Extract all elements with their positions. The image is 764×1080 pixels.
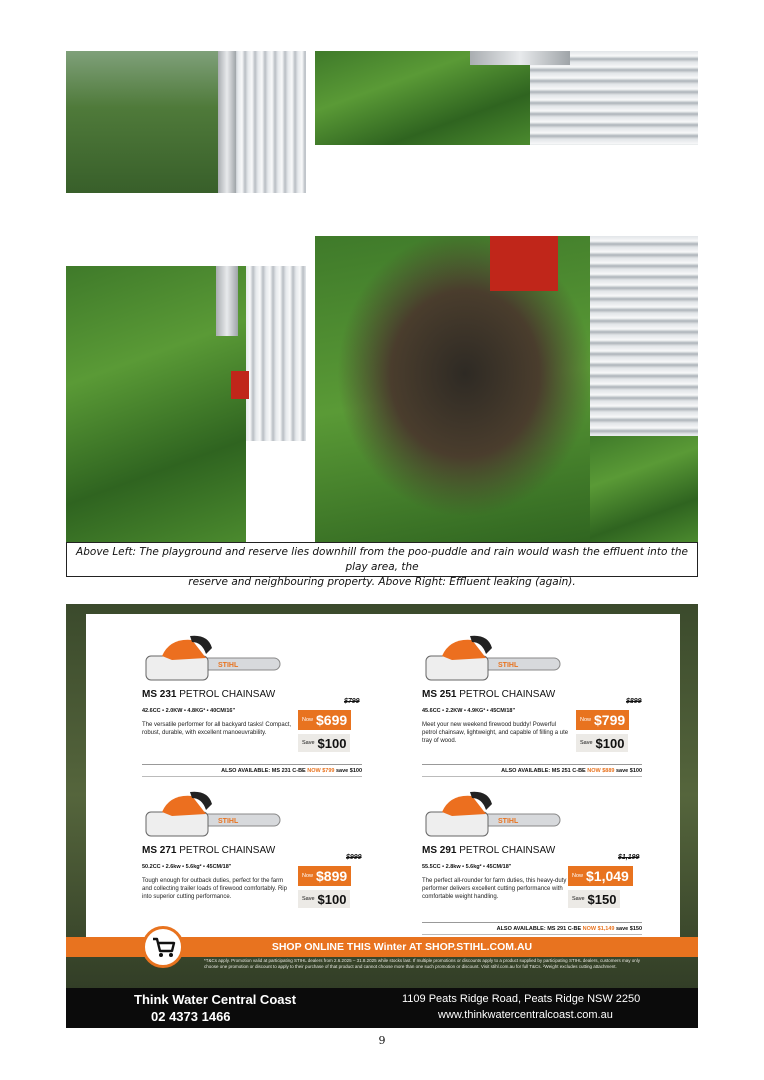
- saw-brand-text: STIHL: [218, 818, 239, 825]
- now-label: Now: [580, 717, 592, 723]
- product-title: [142, 689, 275, 700]
- photo-red-container: [490, 236, 558, 291]
- now-price-box: [298, 866, 351, 886]
- product-title: [422, 845, 555, 856]
- now-price-box: [568, 866, 633, 886]
- also-label: ALSO AVAILABLE: MS 231 C-BE: [221, 768, 306, 774]
- photo-grass-top-right: [315, 51, 530, 145]
- saw-brand-text: STIHL: [498, 662, 519, 669]
- photo-downpipe-left: [216, 266, 238, 336]
- product-description: Meet your new weekend firewood buddy! Powerful petrol chainsaw, lightweight, and capable of filling a ute tray of wood.: [422, 722, 569, 744]
- save-box: [576, 734, 628, 752]
- shop-online-banner: SHOP ONLINE THIS Winter AT SHOP.STIHL.COM.AU: [66, 937, 698, 957]
- chainsaw-image: [422, 790, 562, 842]
- product-kind: PETROL CHAINSAW: [459, 845, 556, 856]
- product-ms251: [422, 634, 698, 794]
- chainsaw-image: [142, 634, 282, 686]
- save-label: Save: [302, 896, 315, 902]
- photo-caption: [66, 542, 698, 588]
- saw-brand-text: STIHL: [498, 818, 519, 825]
- product-description: The perfect all-rounder for farm duties, this heavy-duty performer delivers excellent cutting performance with comfortable weight handling.: [422, 878, 567, 900]
- photo-wall-louvres: [530, 51, 698, 145]
- also-label: ALSO AVAILABLE: MS 291 C-BE: [496, 926, 582, 932]
- save-amount: $100: [595, 735, 625, 751]
- was-price: $899: [626, 698, 642, 705]
- product-kind: PETROL CHAINSAW: [459, 689, 556, 700]
- terms-and-conditions: *T&Cs apply. Promotion valid at participating STIHL dealers from 2.6.2025 – 31.8.2025 while stocks last. If multiple promotions or discounts apply to a product supplied by participating STIHL dealers, customers may only choose one promotion or discount to apply to their purchase of that product and cannot choose more than one such promotion or discount. Visit stihl.com.au for full T&Cs. ²Weight excludes cutting attachment.: [204, 958, 641, 969]
- now-price: $699: [316, 712, 348, 728]
- also-now: NOW $799: [307, 768, 335, 774]
- caption-line-1: Above Left: The playground and reserve lies downhill from the poo-puddle and rain would wash the effluent into the play area, the: [76, 546, 688, 573]
- dealer-name: Think Water Central Coast: [134, 992, 297, 1007]
- save-amount: $150: [587, 891, 617, 907]
- photo-playground-trees: [66, 51, 218, 193]
- also-available: [422, 764, 642, 777]
- product-kind: PETROL CHAINSAW: [179, 845, 276, 856]
- page-number: 9: [378, 1034, 386, 1047]
- saw-brand-text: STIHL: [218, 662, 239, 669]
- photo-pipe-top: [470, 51, 570, 65]
- save-box: [568, 890, 620, 908]
- photo-shed-right: [590, 236, 698, 436]
- photo-red-container-small: [231, 371, 249, 399]
- product-ms271: [142, 790, 432, 950]
- save-label: Save: [572, 896, 585, 902]
- product-title: [142, 845, 275, 856]
- photo-grass-right: [590, 436, 698, 542]
- save-box: [298, 890, 350, 908]
- now-price-box: [298, 710, 351, 730]
- photo-downpipe: [218, 51, 236, 193]
- product-model: MS 291: [422, 845, 457, 856]
- chainsaw-image: [142, 790, 282, 842]
- also-save: save $100: [336, 768, 362, 774]
- product-specs: 50.2CC • 2.6kw • 5.6kg² • 45CM/18": [142, 864, 232, 870]
- photo-shed-left: [246, 266, 306, 441]
- now-price-box: [576, 710, 629, 730]
- product-description: Tough enough for outback duties, perfect for the farm and collecting trailer loads of firewood comfortably. Rip into superior cutting performance.: [142, 878, 287, 900]
- also-available: [142, 764, 362, 777]
- product-kind: PETROL CHAINSAW: [179, 689, 276, 700]
- photo-effluent-ground: [315, 236, 615, 542]
- was-price: $999: [346, 854, 362, 861]
- now-label: Now: [572, 873, 584, 879]
- now-price: $799: [594, 712, 626, 728]
- product-specs: 45.6CC • 2.2KW • 4.9KG² • 45CM/18": [422, 708, 516, 714]
- chainsaw-image: [422, 634, 562, 686]
- product-model: MS 251: [422, 689, 457, 700]
- save-amount: $100: [317, 735, 347, 751]
- also-save: save $100: [616, 768, 642, 774]
- now-label: Now: [302, 717, 314, 723]
- dealer-address: 1109 Peats Ridge Road, Peats Ridge NSW 2250: [402, 993, 641, 1005]
- was-price: $1,199: [618, 854, 640, 861]
- caption-line-2: reserve and neighbouring property. Above Right: Effluent leaking (again).: [188, 576, 576, 588]
- product-ms291: [422, 790, 698, 950]
- save-box: [298, 734, 350, 752]
- stihl-advertisement: [66, 604, 698, 1028]
- also-now: NOW $1,149: [582, 926, 615, 932]
- also-label: ALSO AVAILABLE: MS 251 C-BE: [501, 768, 586, 774]
- save-label: Save: [302, 740, 315, 746]
- cart-icon: [142, 926, 184, 968]
- dealer-website: www.thinkwatercentralcoast.com.au: [438, 1009, 613, 1021]
- was-price: $799: [344, 698, 360, 705]
- dealer-phone: 02 4373 1466: [151, 1009, 231, 1024]
- save-label: Save: [580, 740, 593, 746]
- product-description: The versatile performer for all backyard tasks! Compact, robust, durable, with excellent manoeuvrability.: [142, 722, 292, 736]
- now-price: $899: [316, 868, 348, 884]
- also-now: NOW $889: [587, 768, 615, 774]
- product-specs: 42.6CC • 2.0KW • 4.8KG² • 40CM/16": [142, 708, 236, 714]
- dealer-footer: [66, 988, 698, 1028]
- save-amount: $100: [317, 891, 347, 907]
- also-save: save $150: [616, 926, 642, 932]
- product-model: MS 231: [142, 689, 177, 700]
- product-specs: 55.5CC • 2.8kw • 5.6kg² • 45CM/18": [422, 864, 512, 870]
- product-ms231: [142, 634, 432, 794]
- also-available: [422, 922, 642, 935]
- ad-product-card: [86, 614, 680, 942]
- product-title: [422, 689, 555, 700]
- now-price: $1,049: [586, 868, 629, 884]
- product-model: MS 271: [142, 845, 177, 856]
- now-label: Now: [302, 873, 314, 879]
